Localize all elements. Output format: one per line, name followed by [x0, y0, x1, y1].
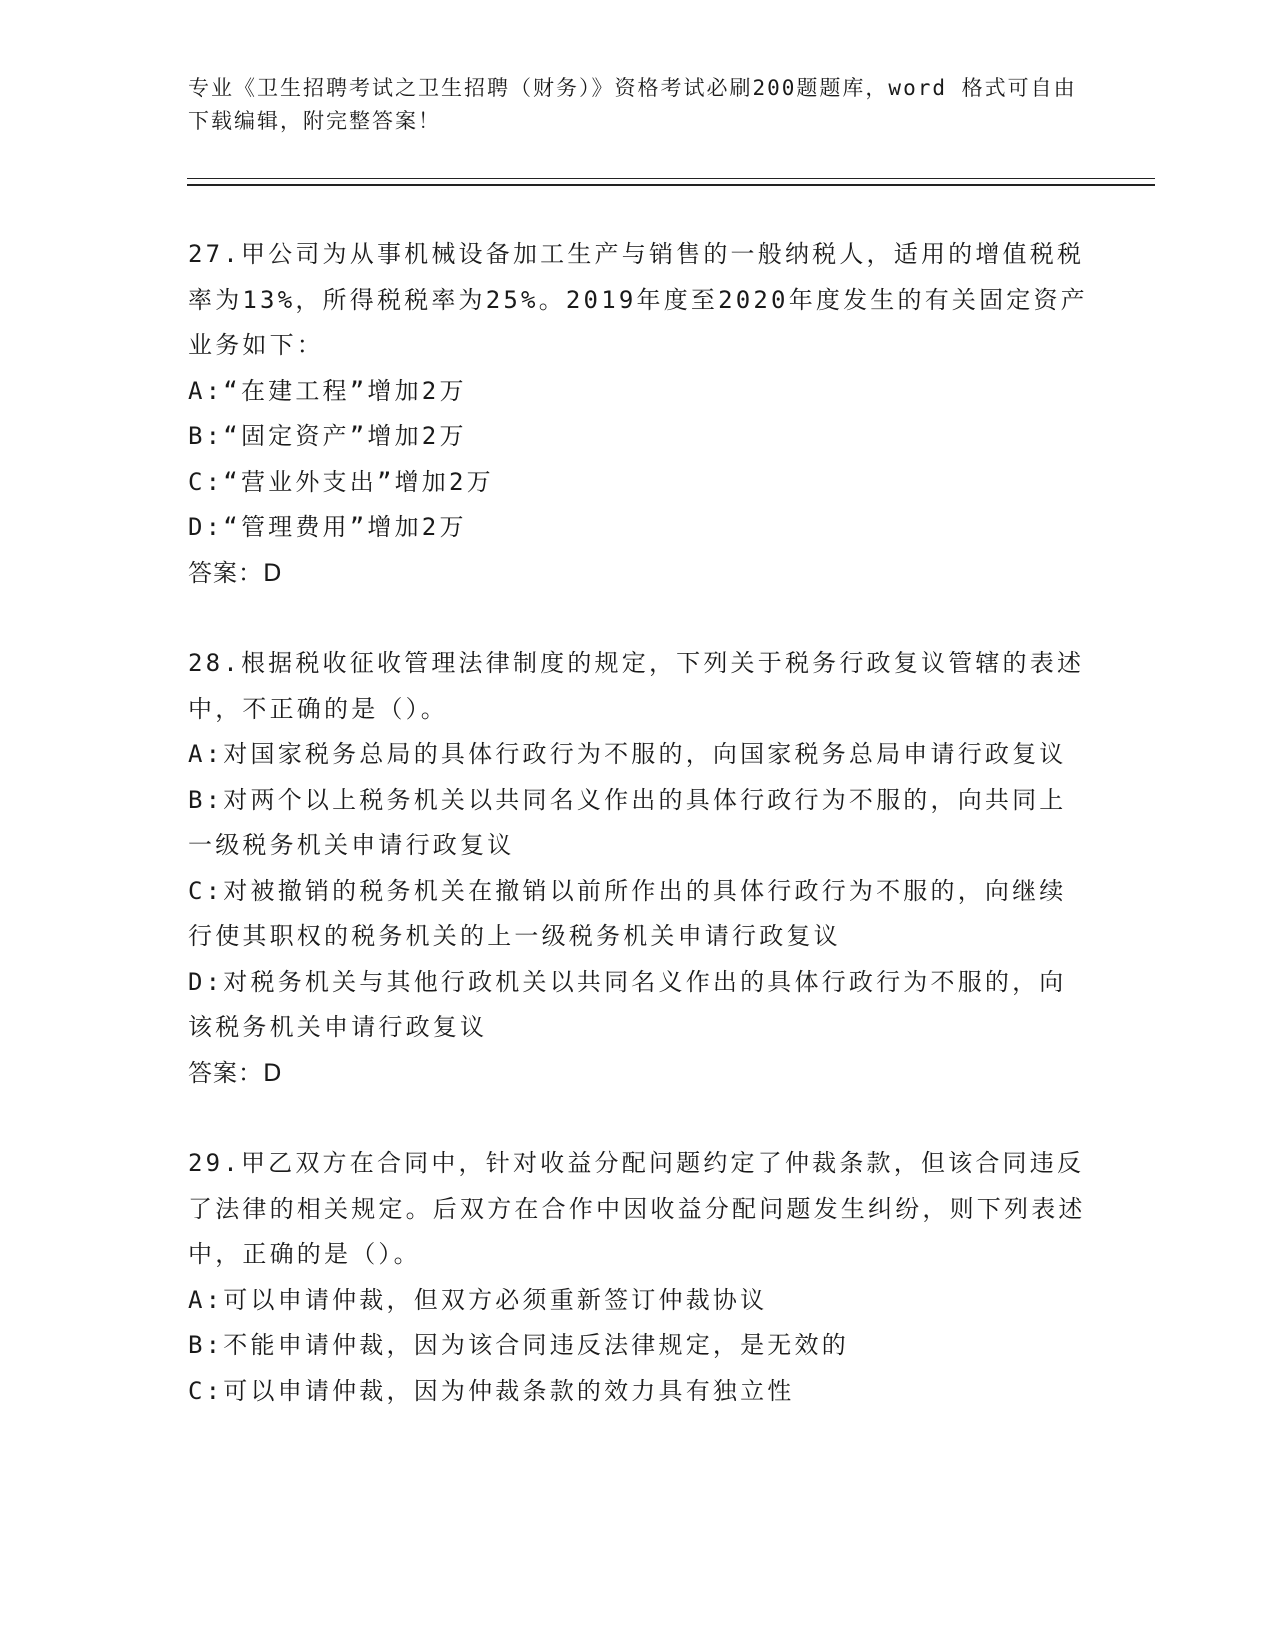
question-stem: 28.根据税收征收管理法律制度的规定，下列关于税务行政复议管辖的表述中，不正确的是（）。 — [188, 649, 1085, 723]
option-a: A:可以申请仲裁，但双方必须重新签订仲裁协议 — [188, 1285, 768, 1314]
page-header — [188, 72, 1088, 138]
option-b: B:“固定资产”增加2万 — [188, 422, 467, 450]
question-list — [188, 232, 1088, 1459]
question-27 — [188, 232, 1088, 596]
option-d: D:对税务机关与其他行政机关以共同名义作出的具体行政行为不服的，向该税务机关申请行政复议 — [188, 967, 1067, 1041]
question-stem: 29.甲乙双方在合同中，针对收益分配问题约定了仲裁条款，但该合同违反了法律的相关规定。后双方在合作中因收益分配问题发生纠纷，则下列表述中，正确的是（）。 — [188, 1149, 1086, 1268]
option-c: C:可以申请仲裁，因为仲裁条款的效力具有独立性 — [188, 1376, 795, 1405]
document-title: 专业《卫生招聘考试之卫生招聘（财务）》资格考试必刷200题题库，word 格式可自由下载编辑，附完整答案！ — [188, 76, 1077, 133]
option-a: A:“在建工程”增加2万 — [188, 376, 467, 405]
answer: 答案：D — [188, 1058, 283, 1087]
option-a: A:对国家税务总局的具体行政行为不服的，向国家税务总局申请行政复议 — [188, 740, 1067, 768]
answer: 答案：D — [188, 558, 283, 587]
option-c: C:“营业外支出”增加2万 — [188, 467, 494, 496]
question-29 — [188, 1141, 1088, 1414]
option-b: B:对两个以上税务机关以共同名义作出的具体行政行为不服的，向共同上一级税务机关申请行政复议 — [188, 785, 1067, 859]
header-divider — [187, 178, 1155, 186]
question-stem: 27.甲公司为从事机械设备加工生产与销售的一般纳税人，适用的增值税税率为13%，所得税税率为25%。2019年度至2020年度发生的有关固定资产业务如下： — [188, 240, 1088, 359]
question-28 — [188, 641, 1088, 1096]
option-c: C:对被撤销的税务机关在撤销以前所作出的具体行政行为不服的，向继续行使其职权的税务机关的上一级税务机关申请行政复议 — [188, 876, 1067, 950]
option-d: D:“管理费用”增加2万 — [188, 513, 467, 541]
option-b: B:不能申请仲裁，因为该合同违反法律规定，是无效的 — [188, 1331, 849, 1359]
